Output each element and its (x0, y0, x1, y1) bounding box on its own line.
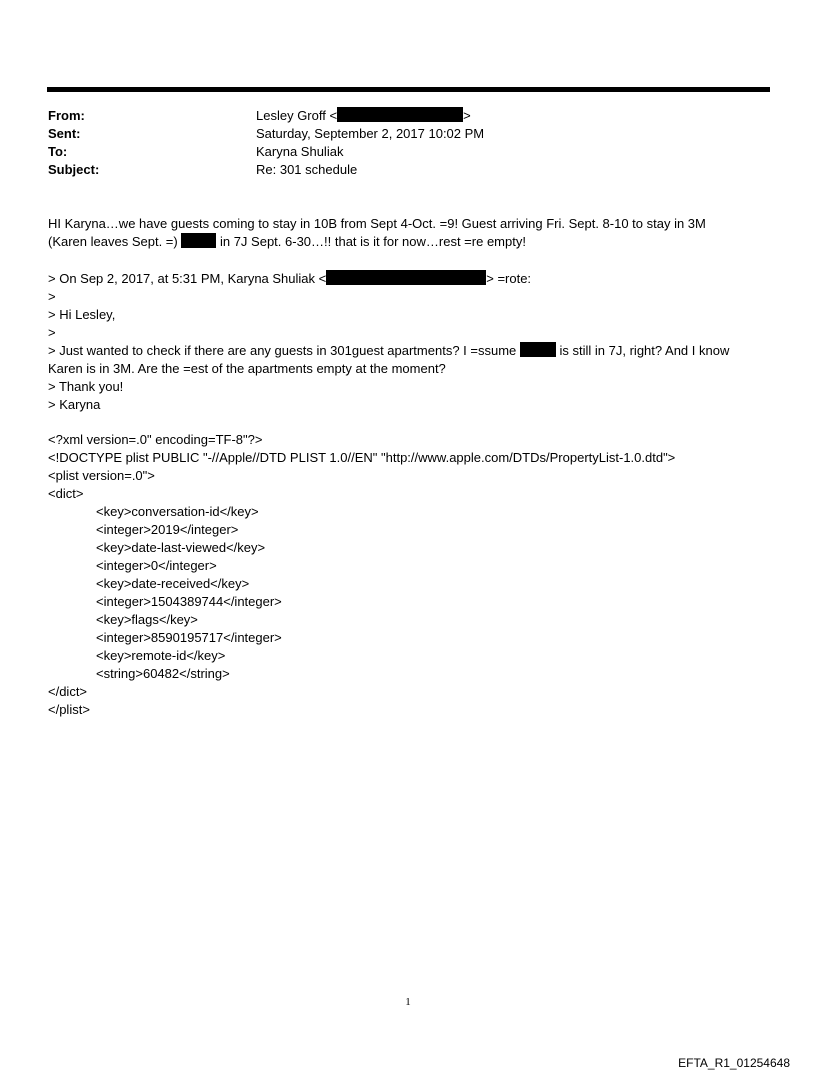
plist-line: <?xml version=.0" encoding=TF-8"?> (48, 432, 263, 447)
message-line-part: in 7J Sept. 6-30…!! that is it for now…rest =re empty! (219, 234, 526, 249)
sent-value: Saturday, September 2, 2017 10:02 PM (256, 126, 485, 141)
sent-row (48, 125, 484, 143)
quote-intro: > On Sep 2, 2017, at 5:31 PM, Karyna Shuliak < (48, 271, 327, 286)
plist-line: <!DOCTYPE plist PUBLIC "-//Apple//DTD PLIST 1.0//EN" "http://www.apple.com/DTDs/PropertyList-1.0.dtd"> (48, 450, 676, 465)
message-line: HI Karyna…we have guests coming to stay in 10B from Sept 4-Oct. =9! Guest arriving Fri. Sept. 8-10 to stay in 3M (48, 216, 706, 231)
from-name: Lesley Groff < (256, 108, 338, 123)
message-line-part: (Karen leaves Sept. =) (48, 234, 178, 249)
plist-line: <plist version=.0"> (48, 468, 155, 483)
quote-line: Karen is in 3M. Are the =est of the apartments empty at the moment? (48, 361, 446, 376)
plist-entry: <key>date-received</key> (96, 576, 250, 591)
quote-line: > Hi Lesley, (48, 307, 116, 322)
header-rule (47, 87, 770, 92)
plist-entry: <key>remote-id</key> (96, 648, 226, 663)
redaction-box (181, 233, 216, 248)
email-header (48, 107, 484, 179)
quote-line (48, 270, 768, 288)
plist-entry: <key>flags</key> (96, 612, 198, 627)
plist-line: <dict> (48, 486, 84, 501)
plist-block (48, 431, 768, 719)
from-row (48, 107, 484, 125)
plist-entry: <key>conversation-id</key> (96, 504, 259, 519)
plist-entry: <integer>2019</integer> (96, 522, 239, 537)
message-line (48, 233, 768, 251)
from-close: > (463, 108, 471, 123)
quote-line: > (48, 325, 56, 340)
redaction-box (520, 342, 556, 357)
subject-label: Subject: (48, 162, 100, 177)
to-row (48, 143, 484, 161)
quote-line: > (48, 289, 56, 304)
quote-body: > Just wanted to check if there are any guests in 301guest apartments? I =ssume (48, 343, 517, 358)
quote-line (48, 342, 768, 360)
subject-value: Re: 301 schedule (256, 162, 358, 177)
plist-entry: <integer>8590195717</integer> (96, 630, 282, 645)
sent-label: Sent: (48, 126, 81, 141)
quote-line: > Thank you! (48, 379, 124, 394)
plist-entry: <string>60482</string> (96, 666, 230, 681)
plist-entry: <integer>1504389744</integer> (96, 594, 282, 609)
to-label: To: (48, 144, 68, 159)
plist-line: </dict> (48, 684, 88, 699)
plist-entry: <key>date-last-viewed</key> (96, 540, 266, 555)
subject-row (48, 161, 484, 179)
from-value (256, 107, 471, 125)
redaction-box (326, 270, 486, 285)
from-label: From: (48, 108, 85, 123)
bates-number: EFTA_R1_01254648 (678, 1056, 790, 1070)
page-number: 1 (405, 996, 411, 1008)
plist-entry: <integer>0</integer> (96, 558, 217, 573)
to-value: Karyna Shuliak (256, 144, 344, 159)
quoted-message (48, 270, 768, 414)
quote-line: > Karyna (48, 397, 101, 412)
redaction-box (337, 107, 463, 122)
quote-body: is still in 7J, right? And I know (559, 343, 730, 358)
quote-intro-end: > =rote: (486, 271, 532, 286)
message-body (48, 215, 768, 251)
plist-line: </plist> (48, 702, 90, 717)
